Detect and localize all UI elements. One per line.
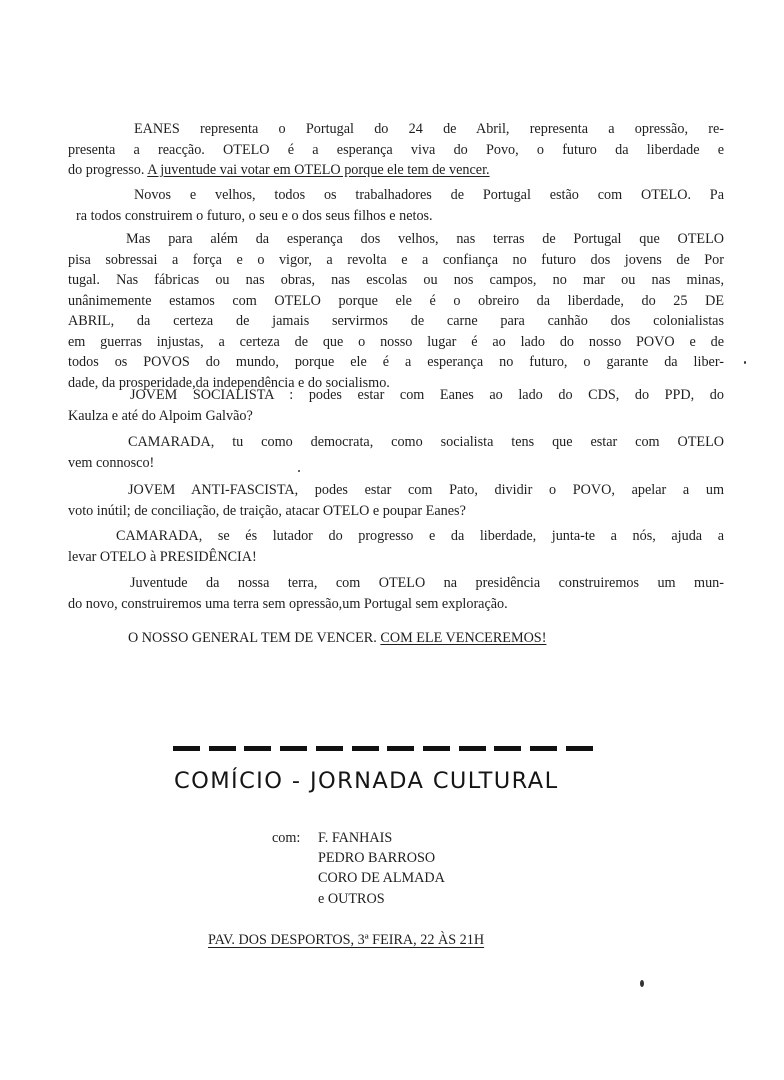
text-line: voto inútil; de conciliação, de traição, atacar OTELO e poupar Eanes? — [68, 502, 466, 519]
paragraph-workers — [68, 185, 724, 226]
text-line: vem connosco! — [68, 454, 155, 471]
ink-speck — [640, 980, 644, 987]
performer: PEDRO BARROSO — [318, 850, 436, 867]
ink-speck — [744, 361, 746, 364]
text-line: Novos e velhos, todos os trabalhadores de Portugal estão com OTELO. Pa — [134, 187, 724, 203]
underlined-sentence: A juventude vai votar em OTELO porque ele tem de vencer. — [147, 162, 490, 178]
paragraph-camarada-democrata — [68, 432, 724, 473]
paragraph-jovem-socialista — [68, 385, 724, 426]
text-line: pisa sobressai a força e o vigor, a revolta e a confiança no futuro dos jovens de Por — [68, 251, 724, 268]
paragraph-camarada-lutador — [68, 526, 724, 567]
paragraph-juventude — [68, 573, 724, 614]
text-line: ABRIL, da certeza de jamais servirmos de carne para canhão dos colonialistas — [68, 313, 724, 329]
text-line: ra todos construirem o futuro, o seu e o dos seus filhos e netos. — [76, 207, 433, 224]
text-line: EANES representa o Portugal do 24 de Abril, representa a opressão, re- — [134, 121, 724, 137]
text-line — [68, 160, 724, 181]
performers-list — [318, 828, 445, 909]
text-line: levar OTELO à PRESIDÊNCIA! — [68, 548, 257, 565]
text-line: CAMARADA, tu como democrata, como socialista tens que estar com OTELO — [128, 434, 724, 450]
paragraph-youth — [68, 229, 724, 393]
ink-speck — [298, 470, 300, 472]
text-line: do novo, construiremos uma terra sem opressão,um Portugal sem exploração. — [68, 595, 508, 612]
event-venue: PAV. DOS DESPORTOS, 3ª FEIRA, 22 ÀS 21H — [208, 932, 485, 948]
slogan-lead: O NOSSO GENERAL TEM DE VENCER. — [128, 630, 377, 646]
paragraph-jovem-antifascista — [68, 480, 724, 521]
with-label: com: — [272, 830, 301, 846]
performer: CORO DE ALMADA — [318, 870, 445, 887]
text-line: unânimemente estamos com OTELO porque ele é o obreiro da liberdade, do 25 DE — [68, 292, 724, 309]
text-line: JOVEM SOCIALISTA : podes estar com Eanes ao lado do CDS, do PPD, do — [130, 387, 724, 403]
text-line: CAMARADA, se és lutador do progresso e da liberdade, junta-te a nós, ajuda a — [116, 528, 724, 544]
text-line: JOVEM ANTI-FASCISTA, podes estar com Pato, dividir o POVO, apelar a um — [128, 482, 724, 498]
text-line: em guerras injustas, a certeza de que o nosso lugar é ao lado do nosso POVO e de — [68, 333, 724, 350]
text-line — [68, 628, 724, 649]
slogan-underlined: COM ELE VENCEREMOS! — [380, 630, 547, 646]
paragraph-eanes — [68, 119, 724, 181]
text-line: presenta a reacção. OTELO é a esperança viva do Povo, o futuro da liberdade e — [68, 141, 724, 158]
text-line: Mas para além da esperança dos velhos, nas terras de Portugal que OTELO — [126, 231, 724, 247]
text-line: dade, da prosperidade,da independência e do socialismo. — [68, 374, 390, 391]
text-line: todos os POVOS do mundo, porque ele é a esperança no futuro, o garante da liber- — [68, 354, 724, 370]
performer: F. FANHAIS — [318, 830, 393, 846]
text-line: Kaulza e até do Alpoim Galvão? — [68, 407, 253, 424]
text-line: tugal. Nas fábricas ou nas obras, nas escolas ou nos campos, no mar ou nas minas, — [68, 272, 724, 288]
slogan — [68, 628, 724, 649]
event-title: COMÍCIO - JORNADA CULTURAL — [174, 768, 559, 794]
dashed-rule — [173, 746, 593, 752]
performer: e OUTROS — [318, 890, 385, 907]
text-line: Juventude da nossa terra, com OTELO na presidência construiremos um mun- — [130, 575, 724, 591]
text-fragment: do progresso. — [68, 162, 145, 178]
